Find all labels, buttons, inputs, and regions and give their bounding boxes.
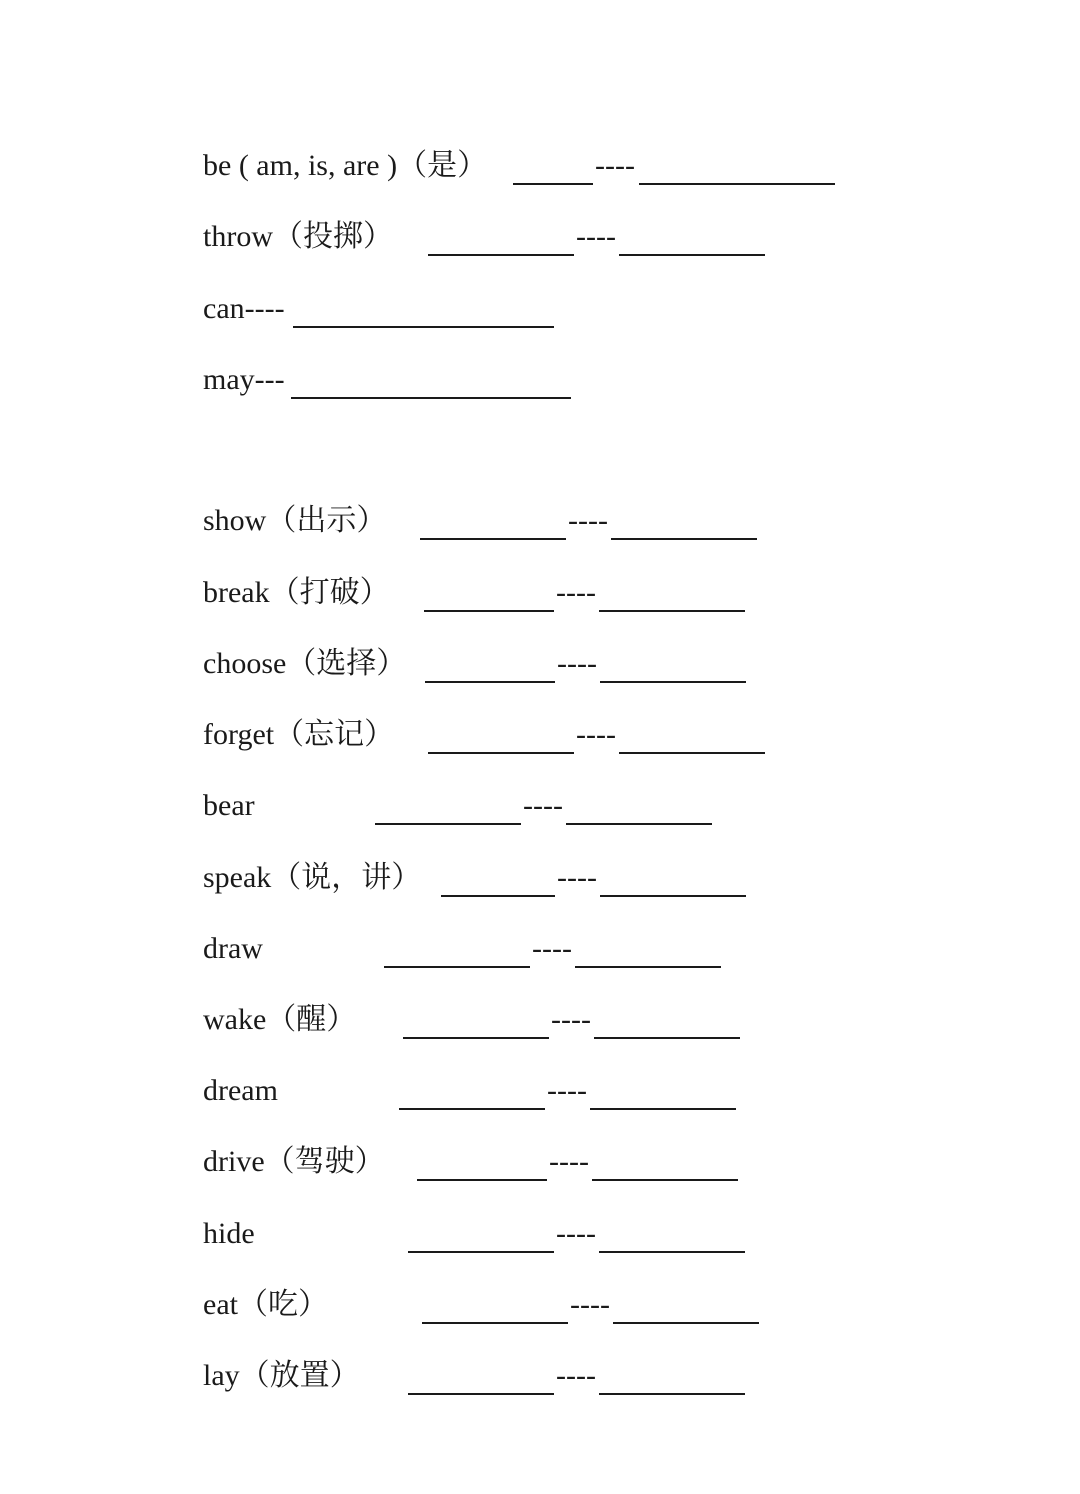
answer-blank-past[interactable] [403, 1037, 549, 1039]
entry-separator: ---- [576, 718, 616, 751]
answer-blank-participle[interactable] [566, 823, 712, 825]
answer-blank-past[interactable] [399, 1108, 545, 1110]
answer-blank-participle[interactable] [611, 538, 757, 540]
answer-blank-past[interactable] [408, 1393, 554, 1395]
entry-word: may--- [203, 363, 285, 396]
answer-blank-past[interactable] [291, 397, 571, 399]
answer-blank-past[interactable] [425, 681, 555, 683]
entry-separator: ---- [557, 861, 597, 894]
entry-separator: ---- [523, 789, 563, 822]
entry-word: bear [203, 789, 255, 822]
entry-separator: ---- [595, 149, 635, 182]
answer-blank-past[interactable] [375, 823, 521, 825]
entry-word: can---- [203, 292, 285, 325]
answer-blank-past[interactable] [513, 183, 593, 185]
entry-word: draw [203, 932, 263, 965]
entry-separator: ---- [570, 1288, 610, 1321]
answer-blank-participle[interactable] [599, 1393, 745, 1395]
answer-blank-participle[interactable] [575, 966, 721, 968]
answer-blank-past[interactable] [417, 1179, 547, 1181]
entry-word: hide [203, 1217, 255, 1250]
entry-word: drive（驾驶） [203, 1145, 385, 1178]
answer-blank-past[interactable] [428, 254, 574, 256]
answer-blank-participle[interactable] [599, 610, 745, 612]
answer-blank-participle[interactable] [590, 1108, 736, 1110]
entry-word: lay（放置） [203, 1359, 360, 1392]
entry-word: forget（忘记） [203, 718, 395, 751]
entry-separator: ---- [576, 220, 616, 253]
entry-separator: ---- [556, 1217, 596, 1250]
entry-word: eat（吃） [203, 1288, 328, 1321]
entry-word: dream [203, 1074, 278, 1107]
entry-separator: ---- [547, 1074, 587, 1107]
answer-blank-participle[interactable] [599, 1251, 745, 1253]
answer-blank-participle[interactable] [639, 183, 835, 185]
entry-word: throw（投掷） [203, 220, 393, 253]
answer-blank-past[interactable] [384, 966, 530, 968]
answer-blank-participle[interactable] [613, 1322, 759, 1324]
answer-blank-past[interactable] [422, 1322, 568, 1324]
answer-blank-past[interactable] [408, 1251, 554, 1253]
answer-blank-participle[interactable] [619, 254, 765, 256]
entry-word: choose（选择） [203, 647, 407, 680]
entry-word: be ( am, is, are )（是） [203, 149, 488, 182]
entry-word: wake（醒） [203, 1003, 357, 1036]
entry-separator: ---- [568, 504, 608, 537]
entry-separator: ---- [556, 576, 596, 609]
answer-blank-past[interactable] [424, 610, 554, 612]
entry-word: speak（说，讲） [203, 861, 422, 894]
answer-blank-past[interactable] [420, 538, 566, 540]
entry-separator: ---- [556, 1359, 596, 1392]
answer-blank-participle[interactable] [600, 681, 746, 683]
answer-blank-past[interactable] [428, 752, 574, 754]
entry-separator: ---- [549, 1145, 589, 1178]
entry-separator: ---- [532, 932, 572, 965]
answer-blank-participle[interactable] [600, 895, 746, 897]
answer-blank-participle[interactable] [594, 1037, 740, 1039]
entry-word: break（打破） [203, 576, 390, 609]
answer-blank-past[interactable] [293, 326, 554, 328]
answer-blank-past[interactable] [441, 895, 555, 897]
entry-word: show（出示） [203, 504, 387, 537]
entry-separator: ---- [551, 1003, 591, 1036]
entry-separator: ---- [557, 647, 597, 680]
answer-blank-participle[interactable] [619, 752, 765, 754]
answer-blank-participle[interactable] [592, 1179, 738, 1181]
